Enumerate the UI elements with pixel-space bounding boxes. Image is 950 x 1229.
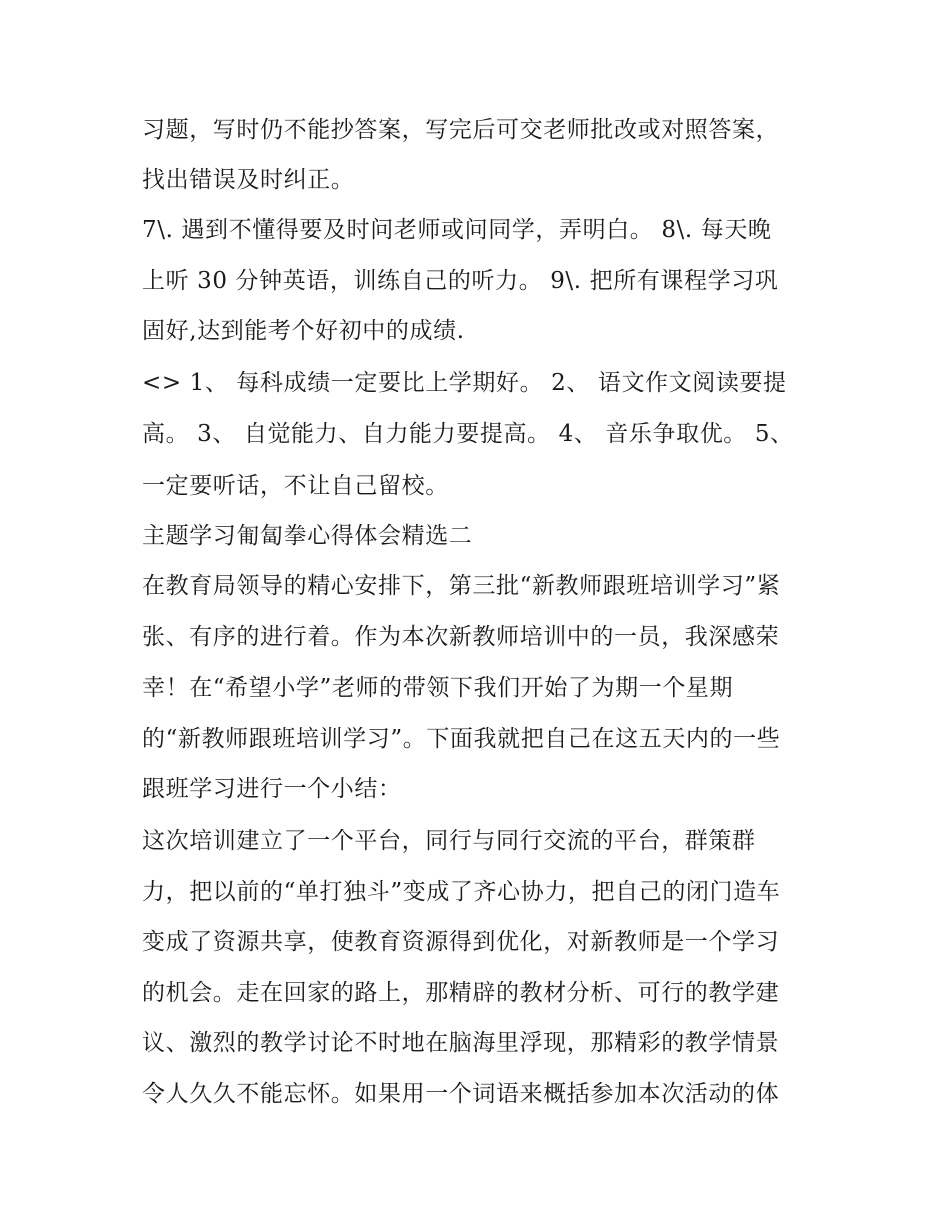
text-line: 的机会。走在回家的路上，那精辟的教材分析、可行的教学建 xyxy=(142,980,780,1006)
text-line: 幸！在“希望小学”老师的带领下我们开始了为期一个星期 xyxy=(142,675,734,701)
text-line: 变成了资源共享，使教育资源得到优化，对新教师是一个学习 xyxy=(142,929,780,955)
text-line: 力，把以前的“单打独斗”变成了齐心协力，把自己的闭门造车 xyxy=(142,879,781,905)
text-line: 的“新教师跟班培训学习”。下面我就把自己在这五天内的一些 xyxy=(142,726,781,752)
text-line: 张、有序的进行着。作为本次新教师培训中的一员，我深感荣 xyxy=(142,624,780,650)
text-line: 高。 3、 自觉能力、自力能力要提高。 4、 音乐争取优。 5、 xyxy=(142,421,794,447)
text-line: 令人久久不能忘怀。如果用一个词语来概括参加本次活动的体 xyxy=(142,1081,780,1107)
text-line: 这次培训建立了一个平台，同行与同行交流的平台，群策群 xyxy=(142,828,756,854)
text-line: 在教育局领导的精心安排下，第三批“新教师跟班培训学习”紧 xyxy=(142,573,781,599)
section-heading: 主题学习匍匐拳心得体会精选二 xyxy=(142,523,473,549)
text-line: 7\. 遇到不懂得要及时问老师或问同学，弄明白。 8\. 每天晚 xyxy=(142,217,772,243)
text-line: 找出错误及时纠正。 xyxy=(142,167,355,193)
text-line: 习题，写时仍不能抄答案，写完后可交老师批改或对照答案， xyxy=(142,117,780,143)
text-line: 固好,达到能考个好初中的成绩. xyxy=(142,318,465,344)
text-line: 一定要听话，不让自己留校。 xyxy=(142,473,449,499)
text-line: 议、激烈的教学讨论不时地在脑海里浮现，那精彩的教学情景 xyxy=(142,1030,780,1056)
text-line: <> 1、 每科成绩一定要比上学期好。 2、 语文作文阅读要提 xyxy=(142,370,787,396)
text-line: 跟班学习进行一个小结： xyxy=(142,776,402,802)
text-line: 上听 30 分钟英语，训练自己的听力。 9\. 把所有课程学习巩 xyxy=(142,268,779,294)
